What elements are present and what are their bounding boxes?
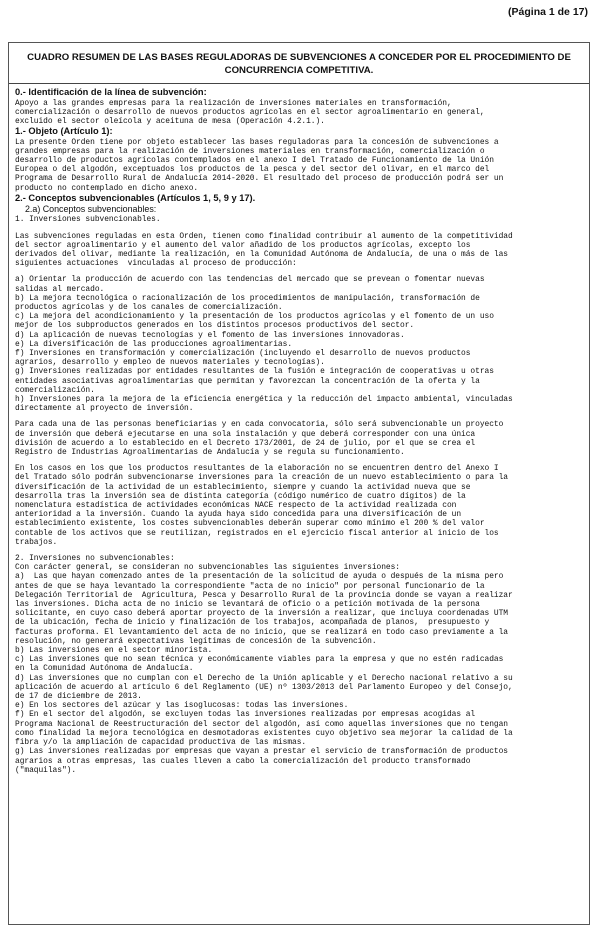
paragraph-purpose: Las subvenciones reguladas en esta Orden, tienen como finalidad contribuir al aumento de la competitividad del sector agroalimentario y el aumento del valor añadido de los productos agrícolas, excepto los derivados del olivar, mediante la realización, en la Comunidad Autónoma de Andalucía, de una o más de las siguientes actuaciones vinculadas al proceso de producción:: [15, 231, 513, 269]
document-title: CUADRO RESUMEN DE LAS BASES REGULADORAS DE SUBVENCIONES A CONCEDER POR EL PROCEDIMIENTO DE CONCURRENCIA COMPETITIVA.: [9, 43, 589, 84]
section-2a-subheading: 2.a) Conceptos subvencionables:: [25, 204, 157, 215]
paragraph-single-project: Para cada una de las personas beneficiarias y en cada convocatoria, sólo será subvencionable un proyecto de inversión que deberá ejecutarse en una sola instalación y que deberá corresponder con una única división de acuerdo a lo establecido en el Decreto 173/2001, de 24 de julio, por el que se crea el Registro de Industrias Agroalimentarias de Andalucía y se regula su funcionamiento.: [15, 420, 504, 457]
page-number: (Página 1 de 17): [508, 6, 588, 18]
paragraph-annex-exception: En los casos en los que los productos resultantes de la elaboración no se encuentren dentro del Anexo I del Tratado sólo podrán subvencionarse inversiones para la creación de un nuevo establecimiento o para la diversificación de la actividad de un establecimiento, siempre y cuando la actividad nueva que se desarrolla tras la inversión sea de distinta categoría (código numérico de cuatro dígitos) de la nomenclatura estadística de actividades económicas NACE respecto de la actividad realizada con anterioridad a la inversión. Cuando la ayuda haya sido concedida para una diversificación de un establecimiento existente, los costes subvencionables deberán superar como mínimo el 200 % del valor contable de los activos que se reutilizan, registrados en el ejercicio fiscal anterior al inicio de los trabajos.: [15, 464, 508, 547]
non-eligible-investments-title: 2. Inversiones no subvencionables:: [15, 554, 175, 564]
non-eligible-list: Con carácter general, se consideran no subvencionables las siguientes inversiones: a) Las que hayan comenzado antes de la presentación de la solicitud de ayuda o después de la misma pero antes de que se haya levantado la correspondiente "acta de no inicio" por personal funcionario de la Delegación Territorial de Agricultura, Pesca y Desarrollo Rural de la provincia donde se vayan a realizar las inversiones. Dicha acta de no inicio se levantará de oficio o a petición motivada de la persona solicitante, en cuyo caso deberá aportar proyecto de la inversión a realizar, que incluya coordenadas UTM de la ubicación, fecha de inicio y finalización de los trabajos, acompañada de planos, presupuesto y facturas proforma. El levantamiento del acta de no inicio, que se realizará en todo caso previamente a la resolución, no generará expectativas legítimas de concesión de la subvención. b) Las inversiones en el sector minorista. c) Las inversiones que no sean técnica y económicamente viables para la empresa y que no estén radicadas en la Comunidad Autónoma de Andalucía. d) Las inversiones que no cumplan con el Derecho de la Unión aplicable y el Derecho nacional relativo a su aplicación de acuerdo al artículo 6 del Reglamento (UE) nº 1303/2013 del Parlamento Europeo y del Consejo, de 17 de diciembre de 2013. e) En los sectores del azúcar y las isoglucosas: todas las inversiones. f) En el sector del algodón, se excluyen todas las inversiones realizadas por empresas acogidas al Programa Nacional de Reestructuración del sector del algodón, así como aquellas inversiones que no tengan como finalidad la mejora tecnológica en desmotadoras existentes cuyo objetivo sea mejorar la calidad de la fibra y/o la ampliación de capacidad productiva de las mismas. g) Las inversiones realizadas por empresas que vayan a prestar el servicio de transformación de productos agrarios a otras empresas, las cuales lleven a cabo la comercialización del producto transformado ("maquilas").: [15, 563, 513, 775]
document-body: [9, 87, 589, 775]
eligible-investments-title: 1. Inversiones subvencionables.: [15, 215, 161, 225]
section-1-heading: 1.- Objeto (Artículo 1):: [15, 126, 113, 137]
summary-table: [8, 42, 590, 925]
eligible-actions-list: a) Orientar la producción de acuerdo con las tendencias del mercado que se prevean o fomentar nuevas salidas al mercado. b) La mejora tecnológica o racionalización de los procedimientos de manipulación, transformación de productos agrícolas y de los canales de comercialización. c) La mejora del acondicionamiento y la presentación de los productos agrícolas y el fomento de un uso mejor de los subproductos generados en los distintos procesos productivos del sector. d) La aplicación de nuevas tecnologías y el fomento de las inversiones innovadoras. e) La diversificación de las producciones agroalimentarias. f) Inversiones en transformación y comercialización (incluyendo el desarrollo de nuevos productos agrarios, desarrollo y empleo de nuevos materiales y tecnologías). g) Inversiones realizadas por entidades resultantes de la fusión e integración de cooperativas u otras entidades asociativas agroalimentarias que permitan y favorezcan la concentración de la oferta y la comercialización. h) Inversiones para la mejora de la eficiencia energética y la reducción del impacto ambiental, vinculadas directamente al proyecto de inversión.: [15, 275, 513, 414]
section-0-text: Apoyo a las grandes empresas para la realización de inversiones materiales en transformación, comercialización o desarrollo de nuevos productos agrícolas en el sector agroalimentario en general, excluido el sector oleícola y aceituna de mesa (Operación 4.2.1.).: [15, 98, 485, 126]
section-2-heading: 2.- Conceptos subvencionables (Artículos 1, 5, 9 y 17).: [15, 192, 256, 203]
section-0-heading: 0.- Identificación de la línea de subvención:: [15, 87, 207, 97]
section-1-text: La presente Orden tiene por objeto establecer las bases reguladoras para la concesión de subvenciones a grandes empresas para la realización de inversiones materiales en transformación, comercialización o desarrollo de productos agrícolas contemplados en el anexo I del Tratado de Funcionamiento de la Unión Europea o del algodón, exceptuados los productos de la pesca y del sector del olivar, en el marco del Programa de Desarrollo Rural de Andalucía 2014-2020. El resultado del proceso de producción podrá ser un producto no contemplado en dicho anexo.: [15, 137, 504, 193]
